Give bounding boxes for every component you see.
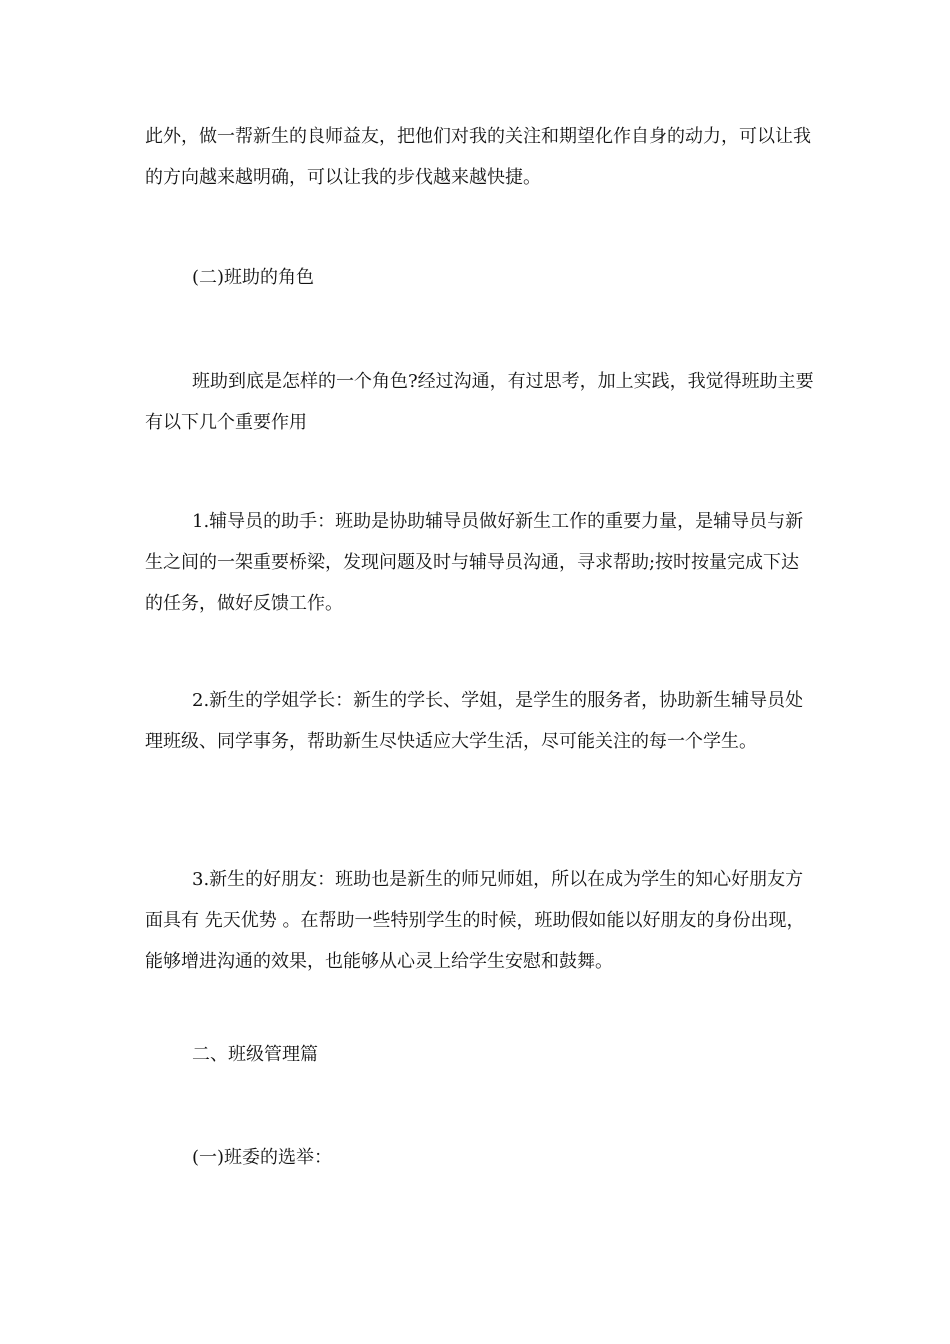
paragraph-role-good-friend: 3.新生的好朋友：班助也是新生的师兄师姐，所以在成为学生的知心好朋友方面具有 先天优势 。在帮助一些特别学生的时候，班助假如能以好朋友的身份出现，能够增进沟通的效果，也能够从心灵上给学生安慰和鼓舞。 bbox=[145, 869, 805, 972]
paragraph-role-intro: 班助到底是怎样的一个角色?经过沟通，有过思考，加上实践，我觉得班助主要有以下几个重要作用 bbox=[145, 371, 814, 433]
paragraph-role-senior-student: 2.新生的学姐学长：新生的学长、学姐，是学生的服务者，协助新生辅导员处理班级、同学事务，帮助新生尽快适应大学生活，尽可能关注的每一个学生。 bbox=[145, 690, 804, 752]
paragraph-role-counselor-assistant: 1.辅导员的助手：班助是协助辅导员做好新生工作的重要力量，是辅导员与新生之间的一架重要桥梁，发现问题及时与辅导员沟通，寻求帮助;按时按量完成下达的任务，做好反馈工作。 bbox=[145, 511, 804, 614]
section-heading-role: (二)班助的角色 bbox=[192, 267, 315, 288]
chapter-heading-class-management: 二、班级管理篇 bbox=[192, 1044, 318, 1065]
section-heading-committee-election: (一)班委的选举： bbox=[192, 1147, 333, 1168]
paragraph-mentor-motivation: 此外，做一帮新生的良师益友，把他们对我的关注和期望化作自身的动力，可以让我的方向越来越明确，可以让我的步伐越来越快捷。 bbox=[145, 126, 811, 188]
